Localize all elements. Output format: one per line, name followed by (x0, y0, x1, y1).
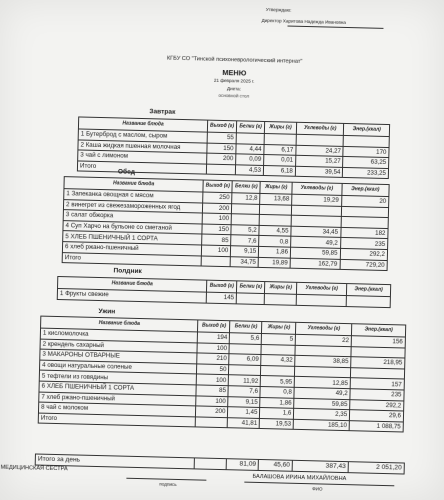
org-name: КГБУ СО "Тинской психоневрологический интернат" (166, 55, 303, 65)
signature-line (126, 478, 206, 481)
dish-proteins: 7,6 (228, 386, 260, 397)
dish-name: 2 крендель сахарный (40, 339, 198, 353)
dish-proteins (229, 343, 261, 354)
dish-proteins (232, 203, 260, 214)
dish-energy: 292,2 (350, 399, 404, 411)
dish-proteins: 9,15 (231, 246, 259, 257)
nurse-name: БАЛАШОВА ИРИНА МИХАЙЛОВНА (252, 473, 347, 483)
dish-proteins (229, 364, 261, 375)
dish-name: 7 хлеб ржано-пшеничный (39, 392, 197, 406)
col-fats: Жиры (г) (260, 181, 292, 194)
dish-proteins (236, 133, 264, 144)
dish-name: 1 Фрукты свежие (57, 288, 206, 302)
dish-name: 3 салат обжорка (63, 210, 202, 224)
dish-name: 5 тефтели из говядины (39, 370, 197, 384)
snack-title: Полдник (113, 267, 142, 276)
dish-proteins: 5,2 (231, 225, 259, 236)
dish-carbs: 19,29 (292, 194, 342, 206)
dish-fats (264, 134, 296, 145)
dish-energy: 218,95 (351, 357, 405, 369)
dish-energy: 292,2 (340, 248, 388, 260)
dish-output: 50 (197, 364, 229, 375)
dish-carbs: 59,85 (294, 398, 350, 410)
dish-proteins: 5,6 (230, 333, 262, 344)
dish-output: 100 (202, 213, 231, 224)
dish-fats (259, 215, 291, 226)
dish-name: 2 винегрет из свежезамороженных ягод (63, 199, 202, 213)
dish-energy: 235 (340, 238, 388, 250)
total-carbs: 39,54 (295, 166, 343, 178)
dish-proteins (231, 214, 259, 225)
nurse-label: МЕДИЦИНСКАЯ СЕСТРА (0, 464, 68, 473)
dish-carbs: 49,2 (291, 237, 341, 249)
director-line: Директор Харитова Надежда Ивановна (261, 17, 347, 25)
dish-carbs: 22 (296, 334, 352, 346)
dish-proteins: 0,09 (236, 154, 264, 165)
col-name: Название блюда (64, 177, 203, 192)
col-fats: Жиры (г) (264, 122, 296, 135)
dish-energy: 29,6 (350, 410, 404, 422)
col-energy: Энер.(ккал) (341, 183, 389, 196)
dish-proteins (236, 293, 264, 304)
dish-output: 150 (207, 143, 236, 154)
dish-fats: 5 (262, 333, 296, 344)
dish-fats (261, 344, 295, 355)
day-total-table (35, 453, 405, 474)
dish-fats: 4,55 (259, 225, 291, 236)
dish-output: 210 (197, 353, 229, 364)
dish-output: 100 (196, 395, 228, 406)
dish-output: 55 (207, 132, 236, 143)
dish-output: 150 (202, 224, 231, 235)
col-proteins: Белки (г) (230, 321, 262, 334)
dish-output: 100 (197, 374, 229, 385)
day-total-fats: 45,60 (258, 459, 292, 470)
dish-carbs: 12,85 (294, 377, 350, 389)
dish-output: 194 (198, 332, 230, 343)
dish-fats: 1,6 (260, 408, 294, 419)
dish-name: 4 Суп Харчо на бульоне со сметаной (63, 220, 202, 234)
col-carbs: Углеводы (г) (292, 182, 342, 195)
dish-proteins: 1,45 (228, 407, 260, 418)
col-output: Выход (г) (207, 280, 237, 293)
name-caption: ФИО (312, 486, 323, 492)
dish-carbs: 24,27 (296, 145, 344, 157)
dish-proteins: 4,44 (236, 143, 264, 154)
dinner-table (38, 316, 407, 433)
dish-fats: 1,86 (260, 397, 294, 408)
total-proteins: 34,75 (230, 256, 258, 267)
dish-name: 2 Каша жидкая пшенная молочная (78, 140, 207, 154)
snack-table (57, 276, 391, 308)
dish-output: 145 (206, 292, 236, 303)
dish-energy: 235 (350, 389, 404, 401)
col-proteins: Белки (г) (236, 121, 264, 134)
menu-date: 21 февраля 2025 г. (213, 77, 255, 84)
dish-name: 6 хлеб ржано-пшеничный (62, 242, 201, 256)
approved-label: Утверждаю: (265, 7, 292, 13)
dish-name: 3 МАКАРОНЫ ОТВАРНЫЕ (40, 349, 198, 363)
breakfast-title: Завтрак (149, 108, 176, 116)
dish-carbs: 2,35 (294, 408, 350, 420)
day-total-row (35, 454, 404, 474)
dish-fats: 0,8 (260, 386, 294, 397)
director-underline (287, 26, 383, 29)
dish-fats: 13,68 (260, 193, 292, 204)
total-fats: 19,89 (258, 257, 290, 268)
dish-fats: 5,95 (261, 376, 295, 387)
dish-fats: 0,01 (264, 155, 296, 166)
dish-output: 85 (202, 234, 231, 245)
dish-fats (261, 365, 295, 376)
total-carbs: 162,79 (290, 258, 340, 270)
dish-fats: 4,32 (261, 355, 295, 366)
day-total-proteins: 81,09 (227, 459, 259, 470)
dish-fats: 6,17 (264, 144, 296, 155)
dinner-title: Ужин (98, 308, 116, 316)
dish-output: 100 (202, 245, 231, 256)
dish-output: 250 (203, 192, 232, 203)
col-proteins: Белки (г) (237, 281, 265, 294)
col-output: Выход (г) (203, 180, 232, 193)
dish-carbs: 38,85 (295, 356, 351, 368)
dish-name: 1 Запеканка овощная с мясом (64, 189, 203, 203)
dish-name: 4 овощи натуральные соленые (40, 360, 198, 374)
dish-proteins: 9,15 (228, 396, 260, 407)
dish-name: 8 чай с молоком (38, 402, 196, 416)
dish-proteins: 12,8 (232, 193, 260, 204)
total-proteins: 41,81 (228, 417, 260, 428)
dish-carbs: 34,45 (291, 226, 341, 238)
lunch-table (62, 176, 390, 271)
day-total-energy: 2 051,20 (348, 462, 404, 474)
day-total-label: Итого за день (35, 454, 195, 468)
total-energy: 233,25 (343, 167, 389, 179)
dish-output: 200 (196, 406, 228, 417)
menu-title: МЕНЮ (222, 67, 247, 78)
dish-energy: 182 (340, 227, 388, 239)
col-energy: Энер.(ккал) (346, 284, 390, 297)
dish-carbs: 49,2 (294, 387, 350, 399)
total-energy: 729,20 (340, 259, 388, 271)
total-label: Итого (77, 161, 206, 175)
dish-name: 5 ХЛЕБ ПШЕНИЧНЫЙ 1 СОРТА (63, 231, 202, 245)
diet-label: Диета: (226, 86, 241, 92)
total-label: Итого (62, 252, 201, 266)
dish-proteins: 6,09 (229, 354, 261, 365)
col-carbs: Углеводы (г) (297, 282, 347, 295)
total-fats: 19,53 (260, 418, 294, 429)
dish-energy: 157 (350, 378, 404, 390)
col-fats: Жиры (г) (265, 282, 297, 295)
dish-name: 1 кисломолочка (40, 328, 198, 342)
lunch-title: Обед (117, 168, 136, 176)
dish-name: 3 чай с лимоном (78, 150, 207, 164)
col-proteins: Белки (г) (232, 181, 260, 194)
dish-proteins: 11,92 (229, 375, 261, 386)
total-label: Итого (38, 413, 196, 427)
dish-proteins: 7,6 (231, 235, 259, 246)
dish-output: 200 (207, 153, 236, 164)
total-energy: 1 088,75 (349, 420, 403, 432)
dish-fats: 1,86 (259, 246, 291, 257)
total-carbs: 185,10 (293, 419, 349, 431)
total-proteins: 4,53 (235, 165, 263, 176)
dish-fats (264, 294, 296, 305)
dish-carbs (296, 294, 346, 306)
diet-value: основной стол (218, 92, 250, 99)
col-output: Выход (г) (207, 120, 236, 133)
dish-name: 1 Бутерброд с маслом, сыром (78, 129, 207, 143)
total-fats: 6,18 (263, 165, 295, 176)
dish-carbs: 15,27 (295, 155, 343, 167)
col-carbs: Углеводы (г) (296, 322, 352, 335)
col-output: Выход (г) (198, 320, 230, 333)
dish-output: 85 (196, 385, 228, 396)
col-energy: Энер.(ккал) (352, 324, 406, 337)
col-name: Название блюда (41, 316, 199, 332)
col-name: Название блюда (78, 117, 207, 132)
col-name: Название блюда (58, 276, 207, 292)
dish-energy: 156 (351, 336, 405, 348)
dish-name: 6 ХЛЕБ ПШЕНИЧНЫЙ 1 СОРТА (39, 381, 197, 395)
day-total-carbs: 387,43 (292, 460, 348, 472)
dish-fats (260, 204, 292, 215)
dish-output: 200 (203, 203, 232, 214)
col-energy: Энер.(ккал) (344, 123, 390, 136)
dish-carbs: 59,85 (290, 247, 340, 259)
dish-output: 100 (197, 343, 229, 354)
signature-caption: подпись (159, 481, 177, 487)
dish-energy: 170 (343, 146, 389, 158)
dish-energy: 20 (341, 195, 389, 207)
dish-energy: 63,25 (343, 157, 389, 169)
col-fats: Жиры (г) (262, 322, 296, 335)
col-carbs: Углеводы (г) (296, 122, 344, 135)
dish-energy (346, 296, 390, 308)
dish-fats: 0,8 (259, 236, 291, 247)
